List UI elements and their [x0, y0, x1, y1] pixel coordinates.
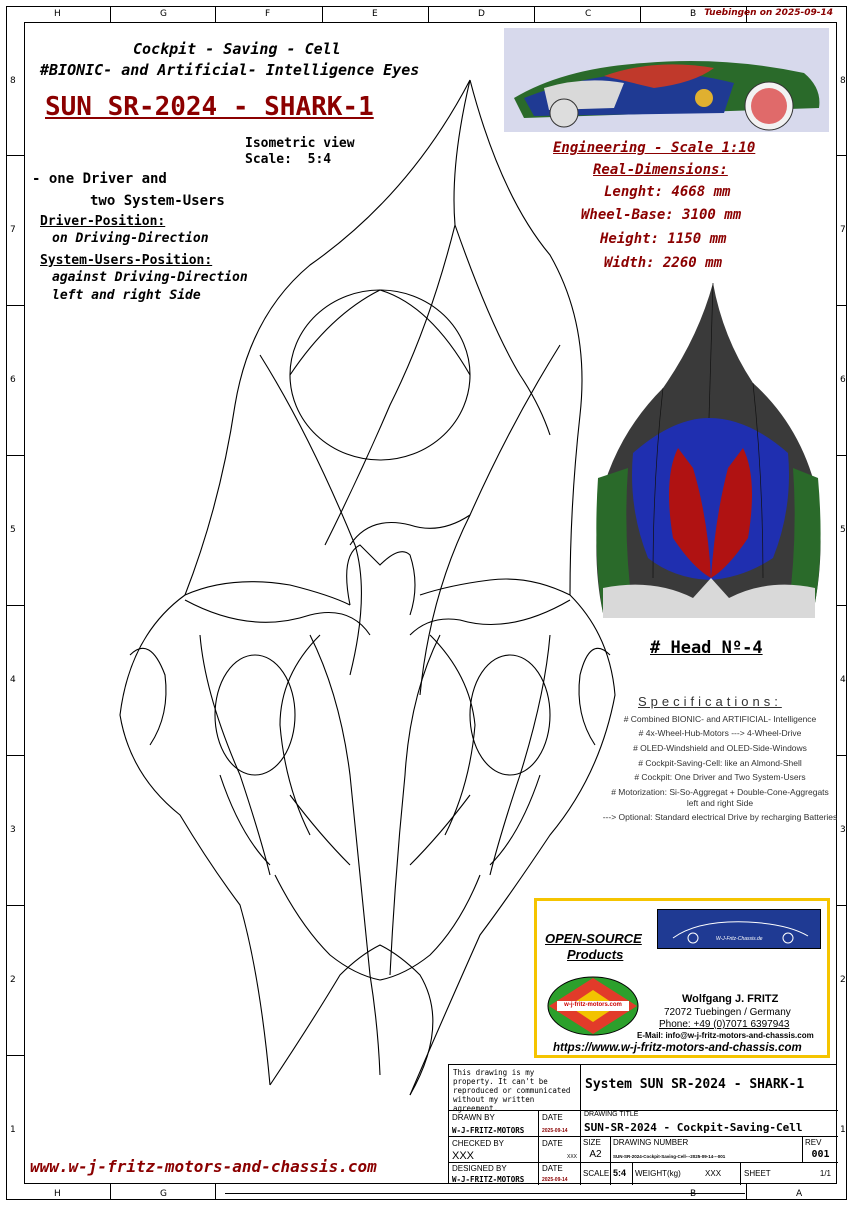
date1-value: 2025-09-14 [542, 1128, 568, 1134]
title-block [448, 1064, 837, 1184]
date2-cell [539, 1137, 581, 1163]
zone-top-g: G [160, 9, 167, 19]
specifications-heading: Specifications: [638, 694, 782, 709]
company-phone: Phone: +49 (0)7071 6397943 [659, 1019, 790, 1030]
company-name: Wolfgang J. FRITZ [682, 993, 779, 1005]
property-note: This drawing is my property. It can't be reproduced or communicated without my written agreement. [449, 1065, 581, 1111]
dimension-height: Height: 1150 mm [600, 231, 727, 247]
dimension-length: Lenght: 4668 mm [604, 184, 731, 200]
zone-top-e: E [372, 9, 378, 19]
rev-cell [803, 1137, 838, 1163]
dimension-wheelbase: Wheel-Base: 3100 mm [581, 207, 742, 223]
zone-side-2: 2 [10, 975, 16, 985]
zone-right-2: 2 [840, 975, 846, 985]
company-city: 72072 Tuebingen / Germany [664, 1007, 791, 1018]
zone-top-b: B [690, 9, 697, 19]
zone-side-3: 3 [10, 825, 16, 835]
view-scale: Scale: 5:4 [245, 152, 332, 167]
users-position-value2: left and right Side [52, 288, 201, 303]
driver-position-heading: Driver-Position: [40, 214, 166, 229]
sheet-cell [741, 1163, 838, 1185]
driver-position-value: on Driving-Direction [52, 231, 209, 246]
spec-item: # Combined BIONIC- and ARTIFICIAL- Intelligence [623, 714, 817, 724]
zone-bottom-h: H [54, 1189, 61, 1199]
date3-cell [539, 1163, 581, 1185]
users-position-heading: System-Users-Position: [40, 253, 213, 268]
date3-value: 2025-09-14 [542, 1177, 568, 1183]
dimension-width: Width: 2260 mm [604, 255, 723, 271]
size-cell [581, 1137, 611, 1163]
engineering-heading: Engineering - Scale 1:10 [553, 140, 756, 156]
designed-by-value: W-J-FRITZ-MOTORS [452, 1175, 525, 1184]
zone-bottom-a: A [796, 1189, 803, 1199]
zone-top-d: D [478, 9, 485, 19]
company-email: E-Mail: info@w-j-fritz-motors-and-chassis.com [637, 1031, 814, 1040]
open-source-label: OPEN-SOURCE [545, 931, 642, 946]
zone-bottom-g: G [160, 1189, 167, 1199]
company-box [534, 898, 830, 1058]
zone-top-h: H [54, 9, 61, 19]
zone-bottom-b: B [690, 1189, 697, 1199]
weight-value: XXX [705, 1169, 722, 1178]
zone-top-c: C [585, 9, 592, 19]
drawn-by-cell [449, 1111, 539, 1137]
zone-right-6: 6 [840, 375, 846, 385]
spec-item: # Cockpit: One Driver and Two System-Users [634, 772, 806, 782]
zone-side-6: 6 [10, 375, 16, 385]
spec-item: # OLED-Windshield and OLED-Side-Windows [633, 743, 807, 753]
size-label: SIZE [583, 1138, 601, 1147]
title-line1: Cockpit - Saving - Cell [133, 40, 341, 58]
real-dimensions-heading: Real-Dimensions: [593, 162, 728, 178]
checked-by-label: CHECKED BY [452, 1139, 505, 1148]
page-title: SUN SR-2024 - SHARK-1 [45, 92, 374, 122]
drawn-by-value: W-J-FRITZ-MOTORS [452, 1126, 525, 1135]
zone-right-7: 7 [840, 225, 846, 235]
drawing-title-value: SUN-SR-2024 - Cockpit-Saving-Cell [584, 1121, 803, 1134]
date-label: DATE [542, 1113, 563, 1122]
head-label: # Head Nº-4 [650, 638, 763, 658]
drawn-by-label: DRAWN BY [452, 1113, 495, 1122]
company-banner [657, 909, 821, 949]
title-line2: #BIONIC- and Artificial- Intelligence Eyes [40, 61, 420, 79]
designed-by-label: DESIGNED BY [452, 1164, 507, 1173]
zone-side-5: 5 [10, 525, 16, 535]
weight-label: WEIGHT(kg) [635, 1169, 681, 1178]
banner-text: W-J-Fritz-Chassis.de [716, 936, 763, 942]
driver-count: - one Driver and [32, 171, 167, 187]
drawing-number-cell [611, 1137, 803, 1163]
zone-side-4: 4 [10, 675, 16, 685]
head-render-image [593, 278, 825, 618]
drawing-number-value: SUN-SR-2024-Cockpit-Saving-Cell---2025-09-14---001 [613, 1154, 726, 1159]
website-link[interactable]: www.w-j-fritz-motors-and-chassis.com [30, 1157, 377, 1176]
view-label: Isometric view [245, 136, 355, 151]
zone-side-8: 8 [10, 76, 16, 86]
date-label: DATE [542, 1139, 563, 1148]
zone-right-5: 5 [840, 525, 846, 535]
spec-item: # Motorization: Si-So-Aggregat + Double-Cone-Aggregats [611, 787, 829, 797]
checked-by-value: XXX [452, 1150, 475, 1162]
zone-right-4: 4 [840, 675, 846, 685]
scale-label: SCALE [581, 1163, 611, 1185]
rev-label: REV [805, 1138, 822, 1147]
date2-value: XXX [566, 1154, 577, 1160]
checked-by-cell [449, 1137, 539, 1163]
zone-side-1: 1 [10, 1125, 16, 1135]
spec-item: ---> Optional: Standard electrical Drive by recharging Batteries [602, 812, 838, 822]
spec-item: left and right Side [686, 798, 754, 808]
drawing-title-label: DRAWING TITLE [584, 1111, 639, 1118]
users-position-value1: against Driving-Direction [52, 270, 248, 285]
weight-cell [633, 1163, 741, 1185]
company-url: https://www.w-j-fritz-motors-and-chassis.com [553, 1042, 802, 1054]
system-title: System SUN SR-2024 - SHARK-1 [581, 1065, 838, 1111]
zone-side-7: 7 [10, 225, 16, 235]
drawing-title-cell [581, 1111, 838, 1137]
date-label: DATE [542, 1164, 563, 1173]
spec-item: # Cockpit-Saving-Cell: like an Almond-Shell [638, 758, 802, 768]
company-logo [547, 976, 639, 1036]
spec-item: # 4x-Wheel-Hub-Motors ---> 4-Wheel-Drive [638, 728, 802, 738]
sheet-label: SHEET [744, 1169, 771, 1178]
products-label: Products [567, 947, 624, 962]
date1-cell [539, 1111, 581, 1137]
size-value: A2 [589, 1149, 602, 1160]
sheet-value: 1/1 [819, 1169, 831, 1178]
scale-value: 5:4 [611, 1163, 633, 1185]
designed-by-cell [449, 1163, 539, 1185]
zone-right-3: 3 [840, 825, 846, 835]
zone-top-f: F [265, 9, 271, 19]
logo-text: w-j-fritz-motors.com [564, 1002, 622, 1008]
drawing-number-label: DRAWING NUMBER [613, 1138, 689, 1147]
zone-right-8: 8 [840, 76, 846, 86]
rev-value: 001 [811, 1149, 830, 1160]
zone-right-1: 1 [840, 1125, 846, 1135]
users-count: two System-Users [90, 193, 225, 209]
date-place: Tuebingen on 2025-09-14 [704, 8, 833, 18]
